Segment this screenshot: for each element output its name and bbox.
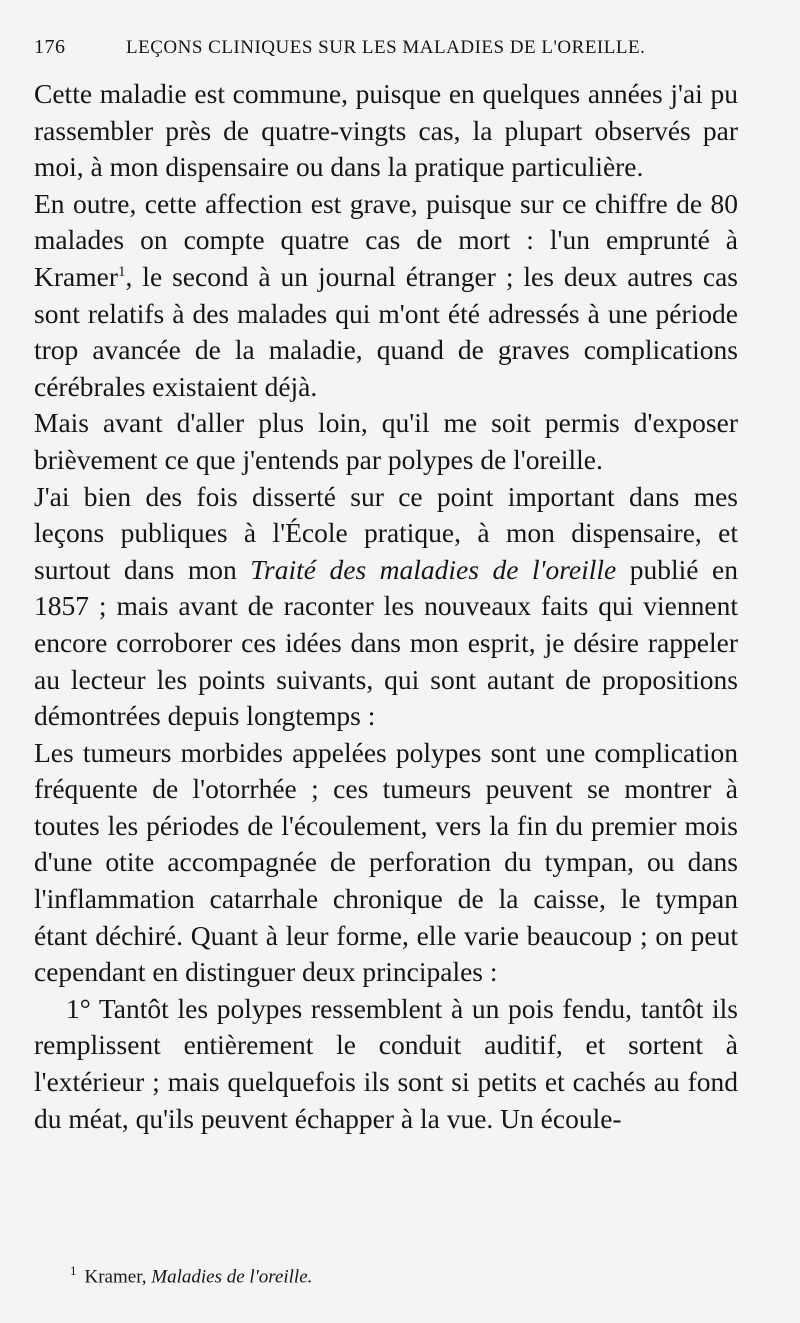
paragraph-5: Les tumeurs morbides appelées polypes sont une complication fréquente de l'otorrhée ; ces tumeurs peuvent se montrer à toutes les périodes de l'écoulement, vers la fin du premier mois d'une otite accompagnée de perforation du tympan, ou dans l'inflammation catarrhale chronique de la caisse, le tympan étant déchiré. Quant à leur forme, elle varie beaucoup ; on peut cependant en distinguer deux principales : bbox=[34, 736, 738, 988]
running-title: LEÇONS CLINIQUES SUR LES MALADIES DE L'OREILLE. bbox=[126, 37, 646, 58]
paragraph-4-text-b: publié en 1857 ; mais avant de raconter les nouveaux faits qui viennent encore corroborer ces idées dans mon esprit, je désire rappeler au lecteur les points suivants, qui sont autant de propositions démontrées depuis longtemps : bbox=[34, 553, 738, 732]
paragraph-2-text-a: En outre, cette affection est grave, puisque sur ce chiffre de 80 malades on compte quatre cas de mort : l'un emprunté à Kramer bbox=[34, 187, 738, 292]
paragraph-6: 1° Tantôt les polypes ressemblent à un pois fendu, tantôt ils remplissent entièrement le conduit auditif, et sortent à l'extérieur ; mais quelquefois ils sont si petits et cachés au fond du méat, qu'ils peuvent échapper à la vue. Un écoule- bbox=[34, 992, 738, 1134]
book-title-italic: Traité des maladies de l'oreille bbox=[250, 553, 617, 585]
paragraph-3: Mais avant d'aller plus loin, qu'il me soit permis d'exposer brièvement ce que j'entends par polypes de l'oreille. bbox=[34, 407, 738, 475]
paragraph-2 bbox=[34, 186, 738, 406]
footnote-reference: 1 bbox=[117, 263, 126, 280]
page-number: 176 bbox=[34, 36, 66, 58]
paragraph-1: Cette maladie est commune, puisque en quelques années j'ai pu rassembler près de quatre-vingts cas, la plupart observés par moi, à mon dispensaire ou dans la pratique particulière. bbox=[34, 78, 738, 183]
footnote-author: Kramer, bbox=[84, 1266, 147, 1288]
footnote-title: Maladies de l'oreille. bbox=[151, 1266, 313, 1288]
paragraph-4-text-a: J'ai bien des fois disserté sur ce point important dans mes leçons publiques à l'École pratique, à mon dispensaire, et surtout dans mon bbox=[34, 480, 738, 585]
paragraph-4 bbox=[34, 479, 738, 735]
footnote bbox=[70, 1263, 312, 1288]
body-text bbox=[34, 76, 738, 1137]
running-head bbox=[34, 36, 738, 76]
paragraph-2-text-b: , le second à un journal étranger ; les deux autres cas sont relatifs à des malades qui m'ont été adressés à une période trop avancée de la maladie, quand de graves complications cérébrales existaient déjà. bbox=[34, 260, 738, 402]
footnote-mark: 1 bbox=[70, 1263, 77, 1278]
